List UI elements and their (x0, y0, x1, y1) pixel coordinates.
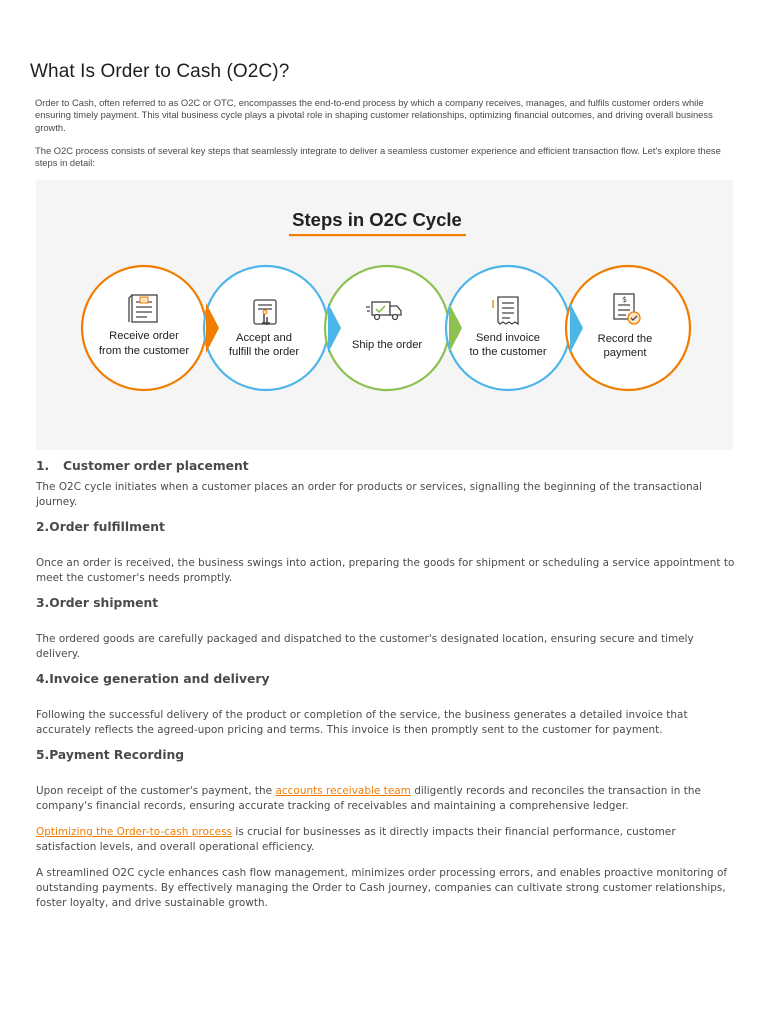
step-5-label-line2: payment (603, 347, 647, 359)
section-2-title: Order fulfillment (49, 520, 165, 534)
section-5-body-before: Upon receipt of the customer's payment, the (36, 785, 276, 797)
section-1-body: The O2C cycle initiates when a customer places an order for products or services, signalling the beginning of the transactional journey. (36, 481, 702, 508)
intro-paragraph-1: Order to Cash, often referred to as O2C or OTC, encompasses the end-to-end process by which a company receives, manages, and fulfils customer orders while ensuring timely payment. This vital business cycle plays a pivotal role in shaping customer relationships, optimizing financial outcomes, and driving overall business growth. (35, 97, 713, 133)
step-2-label-line1: Accept and (236, 332, 292, 344)
figure-title: Steps in O2C Cycle (292, 209, 462, 230)
section-1-heading (36, 459, 249, 473)
section-4-number: 4. (36, 672, 50, 686)
order-document-icon (129, 295, 157, 322)
section-3-title: Order shipment (49, 596, 159, 610)
step-1-label-line2: from the customer (98, 345, 190, 357)
section-1-number: 1. (36, 459, 50, 473)
section-5-title: Payment Recording (49, 748, 185, 762)
svg-text:$: $ (622, 295, 628, 304)
section-2-heading (36, 520, 165, 534)
accounts-receivable-team-link[interactable]: accounts receivable team (275, 785, 411, 797)
section-4-body: Following the successful delivery of the product or completion of the service, the business generates a detailed invoice that accurately reflects the agreed-upon pricing and terms. This invoice is then promptly sent to the customer for payment. (36, 709, 688, 736)
closing-paragraph-1-text: is crucial for businesses as it directly impacts their financial performance, customer satisfaction levels, and overall operational efficiency. (36, 826, 676, 853)
section-5-heading (36, 748, 184, 762)
step-1-label-line1: Receive order (109, 330, 179, 342)
section-5-body-after: diligently records and reconciles the transaction in the company's financial records, ensuring accurate tracking of receivables and maintaining a comprehensive ledger. (36, 785, 701, 812)
section-5-body (36, 784, 736, 813)
step-3-label-line1: Ship the order (351, 339, 423, 351)
intro-paragraph-2: The O2C process consists of several key steps that seamlessly integrate to deliver a seamless customer experience and efficient transaction flow. Let's explore these steps in detail: (35, 145, 721, 169)
page-title: What Is Order to Cash (O2C)? (30, 61, 290, 82)
step-circle-3 (325, 266, 449, 390)
section-4-heading (36, 672, 269, 686)
closing-paragraph-1 (36, 825, 736, 854)
step-2-label-line2: fulfill the order (228, 346, 300, 358)
tablet-hand-icon (254, 300, 276, 325)
section-4-title: Invoice generation and delivery (49, 672, 270, 686)
section-2-body: Once an order is received, the business swings into action, preparing the goods for shipment or scheduling a service appointment to meet the customer's needs promptly. (36, 557, 735, 584)
figure-title-underline (289, 234, 466, 236)
step-circle-5 (566, 266, 690, 390)
o2c-cycle-figure (36, 180, 733, 450)
section-3-heading (36, 596, 158, 610)
section-3-body: The ordered goods are carefully packaged and dispatched to the customer's designated location, ensuring secure and timely delivery. (36, 633, 694, 660)
closing-paragraph-2: A streamlined O2C cycle enhances cash flow management, minimizes order processing errors, and enables proactive monitoring of outstanding payments. By effectively managing the Order to Cash journey, companies can cultivate strong customer relationships, foster loyalty, and drive sustainable growth. (36, 867, 728, 910)
section-1-title: Customer order placement (63, 459, 249, 473)
section-3-number: 3. (36, 596, 50, 610)
step-4-label-line2: to the customer (469, 346, 547, 358)
section-2-number: 2. (36, 520, 50, 534)
step-5-label-line1: Record the (597, 333, 653, 345)
step-circle-2 (204, 266, 328, 390)
optimizing-o2c-process-link[interactable]: Optimizing the Order-to-cash process (36, 826, 233, 838)
section-5-number: 5. (36, 748, 50, 762)
step-circle-1 (82, 266, 206, 390)
step-circle-4 (446, 266, 570, 390)
step-4-label-line1: Send invoice (475, 332, 541, 344)
